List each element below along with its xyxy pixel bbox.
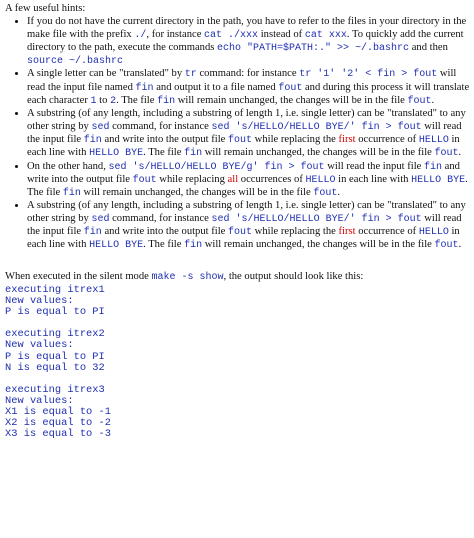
hint-text: If you do not have the current directory in the path, you have to refer to the files in your directory in the make file with the prefix xyxy=(27,16,467,40)
hint-text: will remain unchanged, the changes will be in the file xyxy=(80,187,314,199)
code-snippet: 2 xyxy=(110,96,117,108)
hint-text: command: for instance xyxy=(196,68,300,80)
hints-list xyxy=(5,16,470,252)
code-snippet: fin xyxy=(184,240,203,252)
section-spacer xyxy=(5,253,470,271)
code-snippet: fout xyxy=(434,240,459,252)
hint-text: instead of xyxy=(258,28,305,40)
hint-text: and then xyxy=(409,41,448,53)
hint-text: while replacing the xyxy=(252,133,339,145)
hint-text: will remain unchanged, the changes will be in the file xyxy=(202,239,435,251)
hint-text: A substring (of any length, including a substring of length 1, i.e. single letter) can be "translated" to any other string by xyxy=(27,108,466,132)
code-snippet: sed xyxy=(91,213,110,225)
hint-text: . xyxy=(458,239,462,251)
hint-text: will read the input file xyxy=(27,120,462,145)
hint-text: . The file xyxy=(143,147,185,159)
hint-item-path xyxy=(27,16,470,68)
hint-text: , for instance xyxy=(146,28,205,40)
code-snippet: fin xyxy=(157,96,176,108)
hint-text: in each line with xyxy=(27,133,460,159)
intro-text: When executed in the silent mode xyxy=(5,270,152,282)
code-snippet: fin xyxy=(62,188,81,200)
hint-text: A single letter can be "translated" by xyxy=(27,68,185,80)
hint-text: will remain unchanged, the changes will be in the file xyxy=(175,95,408,107)
code-snippet: tr '1' '2' < fin > fout xyxy=(299,69,438,81)
hint-text: . xyxy=(458,147,462,159)
code-snippet: make -s show xyxy=(151,271,224,283)
hint-text: . The file xyxy=(143,239,185,251)
hint-item-sed-global xyxy=(27,161,470,201)
hint-text: and write into the output file xyxy=(101,226,229,238)
code-snippet: tr xyxy=(184,69,197,81)
hint-text: and output it to a file named xyxy=(153,81,279,93)
code-snippet: HELLO xyxy=(418,134,449,146)
code-snippet: HELLO BYE xyxy=(411,174,466,186)
hint-text: while replacing xyxy=(156,173,228,185)
code-snippet: fout xyxy=(313,188,338,200)
intro-text: , the output should look like this: xyxy=(223,270,364,282)
code-snippet: HELLO BYE xyxy=(89,148,144,160)
code-snippet: sed 's/HELLO/HELLO BYE/' fin > fout xyxy=(211,213,422,225)
code-snippet: fin xyxy=(83,134,102,146)
hint-text: . The file xyxy=(27,173,468,199)
emphasis-word: first xyxy=(338,226,356,238)
hint-text: occurrences of xyxy=(238,173,306,185)
hint-item-sed-first-repeat xyxy=(27,200,470,252)
hint-text: will remain unchanged, the changes will be in the file xyxy=(202,147,435,159)
code-snippet: fin xyxy=(83,227,102,239)
hint-text: and write into the output file xyxy=(101,133,229,145)
code-snippet: fin xyxy=(423,161,442,173)
code-snippet: fout xyxy=(228,134,253,146)
code-snippet: fout xyxy=(228,227,253,239)
code-snippet: sed 's/HELLO/HELLO BYE/' fin > fout xyxy=(211,121,422,133)
code-snippet: 1 xyxy=(90,96,97,108)
hint-text: occurrence of xyxy=(355,133,419,145)
emphasis-word: first xyxy=(338,133,356,145)
hint-text: in each line with xyxy=(27,226,460,251)
code-snippet: HELLO BYE xyxy=(89,240,144,252)
hint-text: . xyxy=(431,95,435,107)
code-snippet: HELLO xyxy=(418,227,449,239)
code-snippet: fout xyxy=(434,148,459,160)
hint-text: will read the input file xyxy=(324,160,424,172)
hint-text: command, for instance xyxy=(109,212,212,224)
hint-text: occurrence of xyxy=(355,226,419,238)
hint-text: . xyxy=(337,187,340,199)
code-snippet: sed 's/HELLO/HELLO BYE/g' fin > fout xyxy=(108,161,325,173)
code-snippet: fout xyxy=(278,82,303,94)
hint-text: will read the input file xyxy=(27,212,462,238)
hint-text: A substring (of any length, including a substring of length 1, i.e. single letter) can be "translated" to any other string by xyxy=(27,200,466,224)
code-snippet: fin xyxy=(135,82,154,94)
hint-text: while replacing the xyxy=(252,226,339,238)
code-snippet: cat ./xxx xyxy=(204,29,259,41)
code-snippet: HELLO xyxy=(305,174,336,186)
hint-item-sed-first xyxy=(27,108,470,160)
hint-text: to xyxy=(96,95,111,107)
hint-text: command, for instance xyxy=(109,120,212,132)
code-snippet: sed xyxy=(91,121,110,133)
code-snippet: ./ xyxy=(134,29,147,41)
code-snippet: fout xyxy=(407,96,432,108)
code-snippet: echo "PATH=$PATH:." >> ~/.bashrc xyxy=(217,42,410,54)
hint-text: will read the input file named xyxy=(27,68,457,93)
hint-text: in each line with xyxy=(335,173,412,185)
output-intro xyxy=(5,271,470,284)
code-snippet: source ~/.bashrc xyxy=(27,56,124,68)
hints-heading: A few useful hints: xyxy=(5,3,86,14)
hint-text: On the other hand, xyxy=(27,160,109,172)
code-snippet: fin xyxy=(184,148,203,160)
code-snippet: cat xxx xyxy=(304,29,347,41)
expected-output-block: executing itrex1 New values: P is equal to PI executing itrex2 New values: P is equal to PI N is equal to 32 executing itrex3 New values: X1 is equal to -1 X2 is equal to -2 X3 is equal to -3 xyxy=(5,283,112,441)
code-snippet: fout xyxy=(132,174,157,186)
hint-text: . To quickly add the current directory to the path, execute the commands xyxy=(27,28,464,53)
hint-text: and write into the output file xyxy=(27,160,460,185)
hint-text: . The file xyxy=(116,95,158,107)
emphasis-word: all xyxy=(227,173,239,185)
hint-item-tr xyxy=(27,68,470,108)
hint-text: and during this process it will translate each character xyxy=(27,81,470,107)
